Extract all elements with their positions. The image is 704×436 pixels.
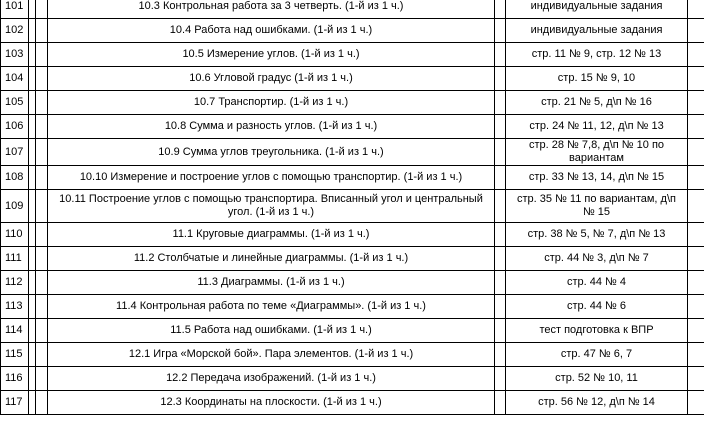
lesson-topic-cell: 10.4 Работа над ошибками. (1-й из 1 ч.): [48, 19, 495, 43]
table-body: [1, 0, 704, 415]
lesson-topic-cell: 10.7 Транспортир. (1-й из 1 ч.): [48, 91, 495, 115]
empty-cell: [495, 0, 506, 19]
lesson-topic-cell: 10.5 Измерение углов. (1-й из 1 ч.): [48, 43, 495, 67]
homework-cell: стр. 33 № 13, 14, д\п № 15: [506, 166, 688, 190]
lesson-number-cell: 106: [1, 115, 29, 139]
empty-cell: [688, 0, 704, 19]
lesson-topic-cell: 10.11 Построение углов с помощью транспортира. Вписанный угол и центральный угол. (1-й из 1 ч.): [48, 190, 495, 223]
lesson-number-cell: 112: [1, 271, 29, 295]
homework-cell: стр. 56 № 12, д\п № 14: [506, 391, 688, 415]
table-row: [1, 19, 704, 43]
empty-cell: [688, 343, 704, 367]
empty-cell: [29, 0, 36, 19]
empty-cell: [495, 319, 506, 343]
empty-cell: [495, 223, 506, 247]
lesson-topic-cell: 10.10 Измерение и построение углов с помощью транспортир. (1-й из 1 ч.): [48, 166, 495, 190]
empty-cell: [688, 115, 704, 139]
empty-cell: [495, 91, 506, 115]
lesson-topic-cell: 10.6 Угловой градус (1-й из 1 ч.): [48, 67, 495, 91]
empty-cell: [29, 343, 36, 367]
table-row: [1, 190, 704, 223]
empty-cell: [29, 67, 36, 91]
empty-cell: [29, 367, 36, 391]
table-row: [1, 343, 704, 367]
table-row: [1, 295, 704, 319]
lesson-number-cell: 113: [1, 295, 29, 319]
lesson-number-cell: 110: [1, 223, 29, 247]
empty-cell: [495, 367, 506, 391]
empty-cell: [36, 166, 48, 190]
lesson-topic-cell: 11.3 Диаграммы. (1-й из 1 ч.): [48, 271, 495, 295]
empty-cell: [36, 223, 48, 247]
empty-cell: [36, 43, 48, 67]
empty-cell: [688, 271, 704, 295]
table-row: [1, 115, 704, 139]
empty-cell: [36, 343, 48, 367]
lesson-number-cell: 104: [1, 67, 29, 91]
empty-cell: [29, 391, 36, 415]
empty-cell: [688, 190, 704, 223]
empty-cell: [29, 190, 36, 223]
empty-cell: [495, 166, 506, 190]
table-row: [1, 247, 704, 271]
empty-cell: [495, 391, 506, 415]
table-row: [1, 67, 704, 91]
empty-cell: [29, 115, 36, 139]
empty-cell: [29, 247, 36, 271]
table-row: [1, 367, 704, 391]
lesson-topic-cell: 10.8 Сумма и разность углов. (1-й из 1 ч.): [48, 115, 495, 139]
homework-cell: стр. 47 № 6, 7: [506, 343, 688, 367]
empty-cell: [36, 190, 48, 223]
lesson-topic-cell: 11.1 Круговые диаграммы. (1-й из 1 ч.): [48, 223, 495, 247]
empty-cell: [29, 295, 36, 319]
table-row: [1, 391, 704, 415]
homework-cell: стр. 52 № 10, 11: [506, 367, 688, 391]
empty-cell: [495, 190, 506, 223]
empty-cell: [688, 43, 704, 67]
lesson-topic-cell: 11.2 Столбчатые и линейные диаграммы. (1-й из 1 ч.): [48, 247, 495, 271]
empty-cell: [495, 115, 506, 139]
empty-cell: [688, 391, 704, 415]
empty-cell: [495, 343, 506, 367]
lesson-topic-cell: 12.1 Игра «Морской бой». Пара элементов. (1-й из 1 ч.): [48, 343, 495, 367]
lesson-topic-cell: 11.5 Работа над ошибками. (1-й из 1 ч.): [48, 319, 495, 343]
lesson-number-cell: 117: [1, 391, 29, 415]
empty-cell: [688, 67, 704, 91]
empty-cell: [29, 19, 36, 43]
lesson-number-cell: 102: [1, 19, 29, 43]
empty-cell: [688, 139, 704, 166]
empty-cell: [36, 391, 48, 415]
homework-cell: стр. 28 № 7,8, д\п № 10 по вариантам: [506, 139, 688, 166]
empty-cell: [29, 223, 36, 247]
table-row: [1, 139, 704, 166]
lesson-topic-cell: 11.4 Контрольная работа по теме «Диаграммы». (1-й из 1 ч.): [48, 295, 495, 319]
lesson-number-cell: 108: [1, 166, 29, 190]
empty-cell: [36, 0, 48, 19]
lesson-number-cell: 116: [1, 367, 29, 391]
empty-cell: [29, 271, 36, 295]
empty-cell: [36, 67, 48, 91]
table-row: [1, 271, 704, 295]
empty-cell: [688, 367, 704, 391]
empty-cell: [688, 319, 704, 343]
homework-cell: стр. 11 № 9, стр. 12 № 13: [506, 43, 688, 67]
empty-cell: [36, 139, 48, 166]
homework-cell: индивидуальные задания: [506, 19, 688, 43]
empty-cell: [29, 319, 36, 343]
table-row: [1, 166, 704, 190]
empty-cell: [495, 67, 506, 91]
homework-cell: стр. 21 № 5, д\п № 16: [506, 91, 688, 115]
lesson-topic-cell: 12.3 Координаты на плоскости. (1-й из 1 ч.): [48, 391, 495, 415]
homework-cell: стр. 44 № 6: [506, 295, 688, 319]
homework-cell: тест подготовка к ВПР: [506, 319, 688, 343]
lesson-topic-cell: 12.2 Передача изображений. (1-й из 1 ч.): [48, 367, 495, 391]
empty-cell: [495, 295, 506, 319]
empty-cell: [29, 139, 36, 166]
empty-cell: [688, 223, 704, 247]
empty-cell: [36, 91, 48, 115]
homework-cell: стр. 15 № 9, 10: [506, 67, 688, 91]
homework-cell: стр. 38 № 5, № 7, д\п № 13: [506, 223, 688, 247]
empty-cell: [36, 367, 48, 391]
table-row: [1, 223, 704, 247]
lesson-topic-cell: 10.9 Сумма углов треугольника. (1-й из 1 ч.): [48, 139, 495, 166]
homework-cell: стр. 35 № 11 по вариантам, д\п № 15: [506, 190, 688, 223]
lesson-number-cell: 101: [1, 0, 29, 19]
empty-cell: [495, 271, 506, 295]
table-row: [1, 43, 704, 67]
homework-cell: индивидуальные задания: [506, 0, 688, 19]
empty-cell: [495, 247, 506, 271]
empty-cell: [29, 43, 36, 67]
table-row: [1, 0, 704, 19]
empty-cell: [36, 295, 48, 319]
empty-cell: [36, 19, 48, 43]
lesson-number-cell: 114: [1, 319, 29, 343]
empty-cell: [36, 115, 48, 139]
empty-cell: [29, 166, 36, 190]
empty-cell: [36, 247, 48, 271]
homework-cell: стр. 44 № 4: [506, 271, 688, 295]
homework-cell: стр. 44 № 3, д\п № 7: [506, 247, 688, 271]
lesson-number-cell: 107: [1, 139, 29, 166]
empty-cell: [688, 91, 704, 115]
empty-cell: [688, 166, 704, 190]
empty-cell: [495, 19, 506, 43]
empty-cell: [29, 91, 36, 115]
lesson-topic-cell: 10.3 Контрольная работа за 3 четверть. (1-й из 1 ч.): [48, 0, 495, 19]
empty-cell: [36, 319, 48, 343]
lesson-number-cell: 111: [1, 247, 29, 271]
lesson-number-cell: 103: [1, 43, 29, 67]
lesson-number-cell: 109: [1, 190, 29, 223]
homework-cell: стр. 24 № 11, 12, д\п № 13: [506, 115, 688, 139]
lesson-number-cell: 115: [1, 343, 29, 367]
lesson-number-cell: 105: [1, 91, 29, 115]
empty-cell: [495, 43, 506, 67]
empty-cell: [495, 139, 506, 166]
empty-cell: [688, 247, 704, 271]
table-row: [1, 319, 704, 343]
table-row: [1, 91, 704, 115]
empty-cell: [688, 19, 704, 43]
empty-cell: [36, 271, 48, 295]
empty-cell: [688, 295, 704, 319]
